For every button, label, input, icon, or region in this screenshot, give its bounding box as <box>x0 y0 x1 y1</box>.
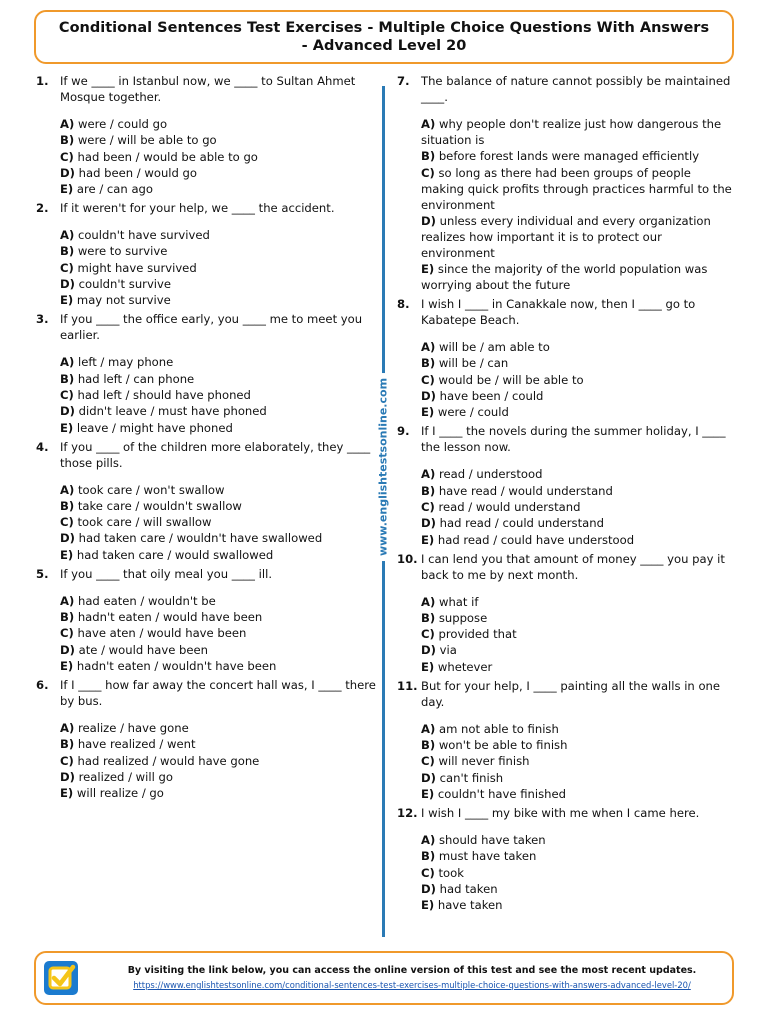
question-stem <box>397 551 737 583</box>
option-letter: B) <box>421 738 436 753</box>
option-text: left / may phone <box>77 355 174 370</box>
question-text: If I ____ the novels during the summer holiday, I ____ the lesson now. <box>421 424 726 455</box>
option-letter: E) <box>421 898 435 913</box>
answer-option <box>421 261 737 293</box>
answer-option <box>421 339 737 355</box>
answer-option <box>60 625 376 641</box>
question-text: If you ____ that oily meal you ____ ill. <box>60 566 273 581</box>
option-letter: B) <box>421 483 436 498</box>
question-stem <box>397 805 737 821</box>
answer-options <box>421 594 737 675</box>
option-letter: D) <box>421 516 436 531</box>
question-stem <box>397 678 737 710</box>
option-letter: A) <box>60 117 75 131</box>
option-text: have been / could <box>439 389 544 404</box>
option-letter: D) <box>60 404 75 419</box>
question-text: I wish I ____ in Canakkale now, then I ____ go to Kabatepe Beach. <box>421 297 696 328</box>
option-text: are / can ago <box>76 182 154 197</box>
option-letter: A) <box>421 721 436 736</box>
question-text: I can lend you that amount of money ____ you pay it back to me by next month. <box>421 551 725 582</box>
option-letter: D) <box>60 769 75 784</box>
option-text: should have taken <box>438 832 546 847</box>
answer-options <box>421 339 737 420</box>
question-text: The balance of nature cannot possibly be maintained ____. <box>421 74 731 104</box>
question-number: 12. <box>397 805 418 820</box>
question-text: If it weren't for your help, we ____ the accident. <box>60 201 335 216</box>
question-number: 11. <box>397 678 418 693</box>
answer-options <box>60 354 376 435</box>
answer-option <box>60 181 376 197</box>
option-text: will be / can <box>438 356 509 371</box>
answer-option <box>421 388 737 404</box>
question-item <box>397 805 737 913</box>
option-text: suppose <box>438 610 488 625</box>
option-text: may not survive <box>76 293 171 308</box>
option-letter: C) <box>60 753 74 768</box>
answer-option <box>421 355 737 371</box>
option-letter: B) <box>60 498 75 513</box>
answer-option <box>60 276 376 292</box>
answer-option <box>60 658 376 674</box>
option-text: leave / might have phoned <box>76 420 233 435</box>
question-stem <box>397 423 737 455</box>
answer-option <box>60 387 376 403</box>
question-item <box>36 311 376 435</box>
option-letter: B) <box>60 133 75 148</box>
page-footer <box>34 951 734 1005</box>
option-letter: C) <box>421 865 435 880</box>
option-letter: B) <box>60 737 75 752</box>
option-letter: B) <box>421 356 436 371</box>
option-text: hadn't eaten / wouldn't have been <box>76 658 277 673</box>
option-text: couldn't have survived <box>77 228 210 243</box>
option-text: had read / could have understood <box>437 532 635 547</box>
question-item <box>36 73 376 197</box>
option-text: were / could <box>437 405 509 420</box>
option-text: whetever <box>437 659 493 674</box>
option-letter: A) <box>421 467 436 482</box>
question-stem <box>36 73 376 105</box>
option-text: read / understood <box>438 467 543 482</box>
option-letter: E) <box>60 786 74 801</box>
answer-option <box>60 354 376 370</box>
answer-options <box>60 116 376 197</box>
answer-option <box>60 769 376 785</box>
right-question-column <box>397 73 737 916</box>
option-text: since the majority of the world population was worrying about the future <box>421 262 708 293</box>
question-number: 2. <box>36 201 49 216</box>
footer-link[interactable]: https://www.englishtestsonline.com/conditional-sentences-test-exercises-multiple-choice-questions-with-answers-advanced-level-20/ <box>133 980 691 990</box>
question-item <box>397 423 737 547</box>
option-letter: D) <box>60 531 75 546</box>
option-letter: B) <box>421 849 436 864</box>
option-letter: B) <box>421 149 436 164</box>
answer-option <box>60 498 376 514</box>
option-letter: A) <box>60 355 75 370</box>
option-text: had read / could understand <box>439 516 604 531</box>
option-letter: C) <box>421 372 435 387</box>
option-letter: D) <box>421 770 436 785</box>
option-text: take care / wouldn't swallow <box>77 498 242 513</box>
question-item <box>397 551 737 675</box>
option-letter: C) <box>421 499 435 514</box>
option-letter: A) <box>421 594 436 609</box>
answer-option <box>60 785 376 801</box>
option-text: had realized / would have gone <box>77 753 260 768</box>
answer-option <box>421 466 737 482</box>
answer-option <box>60 482 376 498</box>
question-stem <box>36 311 376 343</box>
option-text: had been / would go <box>78 165 198 180</box>
option-text: were / will be able to go <box>77 133 217 148</box>
left-question-column <box>36 73 376 804</box>
answer-option <box>421 483 737 499</box>
answer-option <box>421 499 737 515</box>
option-letter: A) <box>60 228 75 243</box>
answer-option <box>60 547 376 563</box>
answer-option <box>421 148 737 164</box>
option-letter: B) <box>421 610 436 625</box>
option-letter: B) <box>60 610 75 625</box>
answer-option <box>421 865 737 881</box>
option-text: why people don't realize just how dangerous the situation is <box>421 117 722 147</box>
option-text: provided that <box>438 627 517 642</box>
answer-option <box>60 753 376 769</box>
option-text: were / could go <box>77 117 168 131</box>
option-letter: D) <box>421 213 436 228</box>
answer-options <box>60 720 376 801</box>
answer-option <box>60 165 376 181</box>
option-letter: A) <box>421 117 436 131</box>
option-text: were to survive <box>77 244 168 259</box>
option-text: might have survived <box>77 260 197 275</box>
answer-option <box>60 642 376 658</box>
question-stem <box>36 677 376 709</box>
option-text: took <box>438 865 464 880</box>
answer-option <box>421 881 737 897</box>
option-text: have taken <box>437 898 503 913</box>
option-letter: E) <box>60 293 74 308</box>
question-number: 8. <box>397 297 410 312</box>
option-text: couldn't have finished <box>437 786 566 801</box>
option-text: have read / would understand <box>438 483 613 498</box>
option-text: will be / am able to <box>438 340 550 355</box>
option-letter: E) <box>60 420 74 435</box>
question-number: 9. <box>397 424 410 439</box>
answer-option <box>421 372 737 388</box>
answer-option <box>60 260 376 276</box>
option-letter: C) <box>60 149 74 164</box>
answer-option <box>60 227 376 243</box>
answer-options <box>421 721 737 802</box>
answer-option <box>421 532 737 548</box>
option-text: realized / will go <box>78 769 173 784</box>
option-text: had left / can phone <box>77 371 195 386</box>
question-text: I wish I ____ my bike with me when I came here. <box>421 805 700 820</box>
answer-option <box>421 213 737 261</box>
page-title: Conditional Sentences Test Exercises - Multiple Choice Questions With Answers - Advanced Level 20 <box>58 20 710 54</box>
option-letter: C) <box>60 515 74 530</box>
answer-option <box>60 132 376 148</box>
answer-option <box>60 243 376 259</box>
option-letter: C) <box>421 165 435 180</box>
option-text: read / would understand <box>438 499 581 514</box>
question-stem <box>36 439 376 471</box>
answer-option <box>421 832 737 848</box>
option-text: took care / won't swallow <box>77 482 225 497</box>
option-letter: A) <box>60 593 75 608</box>
answer-option <box>421 594 737 610</box>
answer-options <box>60 482 376 563</box>
option-letter: D) <box>60 165 75 180</box>
option-text: so long as there had been groups of people making quick profits through practices harmful to the environment <box>421 165 732 212</box>
option-text: had left / should have phoned <box>77 387 251 402</box>
option-letter: D) <box>60 277 75 292</box>
question-text: If I ____ how far away the concert hall was, I ____ there by bus. <box>60 677 376 708</box>
answer-option <box>421 753 737 769</box>
answer-option <box>60 736 376 752</box>
option-letter: A) <box>60 482 75 497</box>
question-stem <box>397 73 737 105</box>
option-text: via <box>439 643 457 658</box>
option-text: had taken care / wouldn't have swallowed <box>78 531 323 546</box>
answer-option <box>60 116 376 132</box>
answer-option <box>60 403 376 419</box>
option-letter: B) <box>60 371 75 386</box>
option-text: had taken care / would swallowed <box>76 547 274 562</box>
option-letter: E) <box>421 262 435 277</box>
answer-option <box>421 642 737 658</box>
option-letter: C) <box>60 260 74 275</box>
checkbox-check-icon <box>44 961 78 995</box>
answer-options <box>421 116 737 293</box>
answer-option <box>421 626 737 642</box>
answer-option <box>60 420 376 436</box>
option-letter: B) <box>60 244 75 259</box>
option-letter: A) <box>421 832 436 847</box>
answer-option <box>421 786 737 802</box>
answer-option <box>421 897 737 913</box>
option-letter: A) <box>421 340 436 355</box>
question-item <box>397 296 737 420</box>
option-text: didn't leave / must have phoned <box>78 404 267 419</box>
option-letter: D) <box>421 643 436 658</box>
option-letter: D) <box>60 642 75 657</box>
answer-options <box>421 832 737 913</box>
answer-option <box>421 515 737 531</box>
question-number: 3. <box>36 312 49 327</box>
option-text: won't be able to finish <box>438 738 568 753</box>
question-item <box>36 439 376 563</box>
footer-text: By visiting the link below, you can access the online version of this test and see the most recent updates. <box>127 965 697 976</box>
option-text: must have taken <box>438 849 537 864</box>
question-number: 7. <box>397 74 410 88</box>
question-item <box>397 678 737 802</box>
option-text: have aten / would have been <box>77 626 247 641</box>
site-watermark: www.englishtestsonline.com <box>377 373 390 561</box>
option-text: have realized / went <box>77 737 196 752</box>
option-letter: E) <box>421 532 435 547</box>
question-number: 4. <box>36 439 49 454</box>
option-text: unless every individual and every organization realizes how important it is to protect our environment <box>421 213 711 260</box>
answer-option <box>60 149 376 165</box>
option-letter: C) <box>60 626 74 641</box>
option-text: before forest lands were managed efficiently <box>438 149 700 164</box>
option-letter: E) <box>60 658 74 673</box>
answer-option <box>60 593 376 609</box>
option-text: had been / would be able to go <box>77 149 258 164</box>
option-letter: E) <box>421 786 435 801</box>
option-text: hadn't eaten / would have been <box>77 610 263 625</box>
option-text: can't finish <box>439 770 504 785</box>
page-header <box>34 10 734 64</box>
answer-option <box>421 404 737 420</box>
option-letter: C) <box>421 754 435 769</box>
answer-option <box>60 371 376 387</box>
option-text: realize / have gone <box>77 720 189 735</box>
option-letter: E) <box>421 405 435 420</box>
option-text: took care / will swallow <box>77 515 212 530</box>
answer-option <box>60 292 376 308</box>
question-item <box>397 73 737 293</box>
answer-option <box>421 721 737 737</box>
question-text: If you ____ the office early, you ____ me to meet you earlier. <box>60 312 363 343</box>
answer-option <box>421 165 737 213</box>
option-letter: D) <box>421 389 436 404</box>
question-text: If we ____ in Istanbul now, we ____ to Sultan Ahmet Mosque together. <box>60 74 356 104</box>
option-letter: E) <box>421 659 435 674</box>
option-text: couldn't survive <box>78 277 172 292</box>
option-text: would be / will be able to <box>438 372 584 387</box>
answer-option <box>60 720 376 736</box>
option-letter: E) <box>60 182 74 197</box>
answer-option <box>421 737 737 753</box>
option-text: am not able to finish <box>438 721 559 736</box>
question-number: 10. <box>397 551 418 566</box>
question-text: If you ____ of the children more elaborately, they ____ those pills. <box>60 439 371 470</box>
answer-options <box>421 466 737 547</box>
answer-option <box>60 609 376 625</box>
question-text: But for your help, I ____ painting all the walls in one day. <box>421 678 721 709</box>
option-letter: E) <box>60 547 74 562</box>
answer-option <box>421 610 737 626</box>
question-stem <box>397 296 737 328</box>
answer-option <box>60 530 376 546</box>
answer-option <box>60 514 376 530</box>
question-item <box>36 677 376 801</box>
question-stem <box>36 566 376 582</box>
question-item <box>36 200 376 308</box>
question-item <box>36 566 376 674</box>
question-number: 1. <box>36 74 49 88</box>
answer-options <box>60 227 376 308</box>
answer-option <box>421 770 737 786</box>
option-text: had eaten / wouldn't be <box>77 593 216 608</box>
question-number: 6. <box>36 677 49 692</box>
option-letter: A) <box>60 720 75 735</box>
answer-option <box>421 659 737 675</box>
option-letter: C) <box>421 627 435 642</box>
option-text: will never finish <box>438 754 530 769</box>
answer-options <box>60 593 376 674</box>
option-letter: C) <box>60 387 74 402</box>
answer-option <box>421 848 737 864</box>
option-text: what if <box>438 594 479 609</box>
option-text: ate / would have been <box>78 642 208 657</box>
question-number: 5. <box>36 566 49 581</box>
answer-option <box>421 116 737 148</box>
option-text: had taken <box>439 881 498 896</box>
option-text: will realize / go <box>76 786 164 801</box>
option-letter: D) <box>421 881 436 896</box>
question-stem <box>36 200 376 216</box>
